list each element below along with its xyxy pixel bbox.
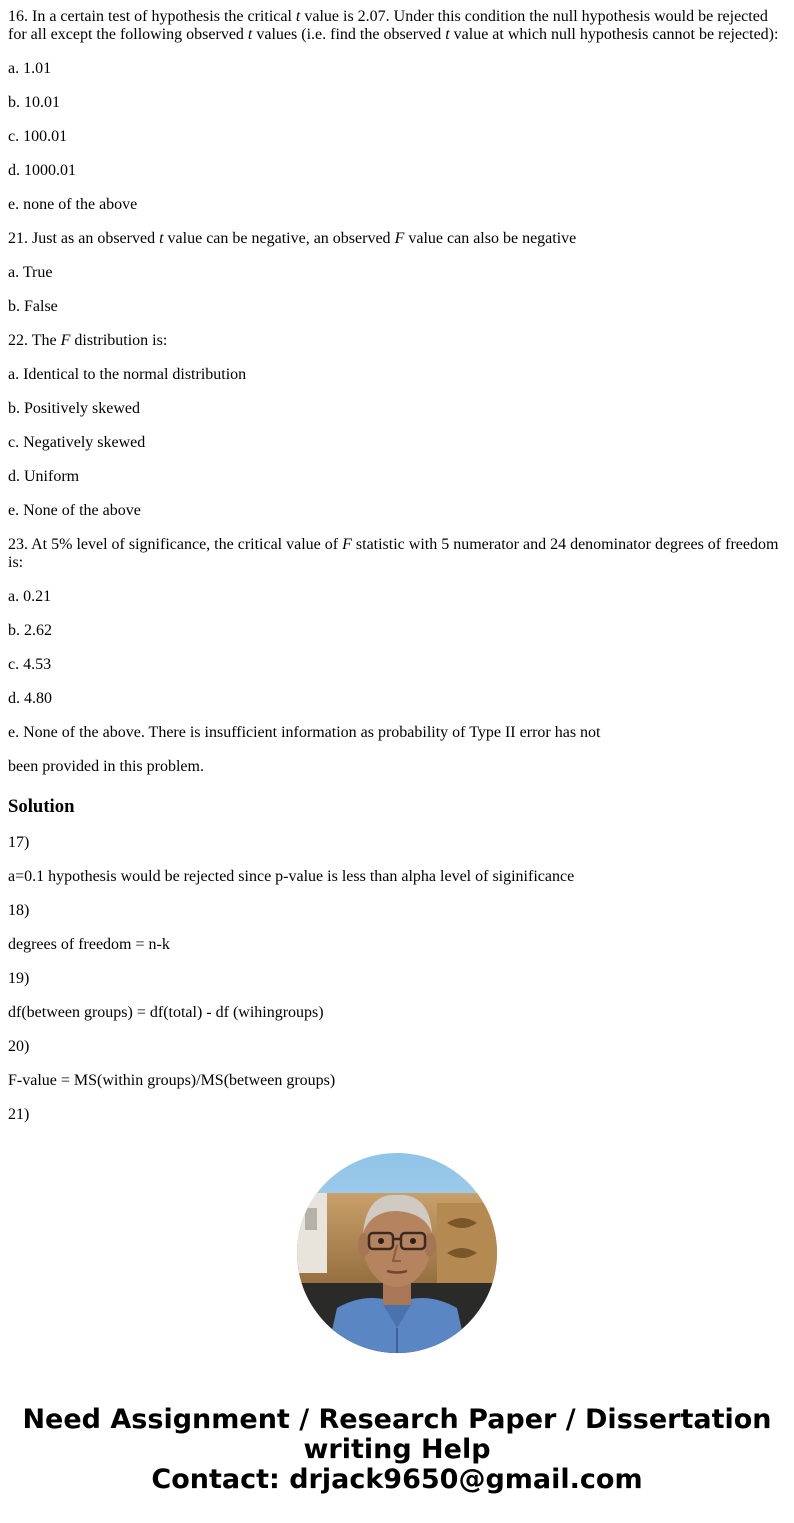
promo-contact-email: Contact: drjack9650@gmail.com: [151, 1464, 643, 1495]
question-16-option-b: b. 10.01: [8, 94, 60, 111]
question-22-option-b: b. Positively skewed: [8, 400, 140, 417]
contact-promo: [0, 1405, 794, 1495]
solution-line: a=0.1 hypothesis would be rejected since p-value is less than alpha level of siginificance: [8, 868, 575, 885]
author-avatar: [297, 1153, 497, 1353]
promo-line-2: writing Help: [303, 1434, 491, 1465]
solution-heading: Solution: [8, 796, 75, 817]
question-22-option-a: a. Identical to the normal distribution: [8, 366, 247, 383]
question-16-option-c: c. 100.01: [8, 128, 68, 145]
solution-line: 18): [8, 902, 30, 919]
question-23-option-b: b. 2.62: [8, 622, 52, 639]
question-21-option-b: b. False: [8, 298, 58, 315]
question-22-option-d: d. Uniform: [8, 468, 80, 485]
solution-line: F-value = MS(within groups)/MS(between groups): [8, 1072, 336, 1089]
solution-line: degrees of freedom = n-k: [8, 936, 170, 953]
question-23-stem: 23. At 5% level of significance, the critical value of F statistic with 5 numerator and 24 denominator degrees of freedom is:: [8, 536, 779, 571]
question-23-option-c: c. 4.53: [8, 656, 52, 673]
question-16-option-e: e. none of the above: [8, 196, 138, 213]
question-21-option-a: a. True: [8, 264, 53, 281]
solution-line: df(between groups) = df(total) - df (wihingroups): [8, 1004, 324, 1021]
question-22-option-c: c. Negatively skewed: [8, 434, 146, 451]
solution-line: 19): [8, 970, 30, 987]
question-21-stem: 21. Just as an observed t value can be negative, an observed F value can also be negative: [8, 230, 577, 247]
question-22-stem: 22. The F distribution is:: [8, 332, 168, 349]
question-16-option-d: d. 1000.01: [8, 162, 76, 179]
question-23-option-e: e. None of the above. There is insufficient information as probability of Type II error has not: [8, 724, 601, 741]
question-23-option-e-continued: been provided in this problem.: [8, 758, 204, 775]
solution-line: 20): [8, 1038, 30, 1055]
solution-line: 21): [8, 1106, 30, 1123]
author-portrait-image: [297, 1153, 497, 1353]
question-23-option-d: d. 4.80: [8, 690, 52, 707]
solution-line: 17): [8, 834, 30, 851]
promo-line-1: Need Assignment / Research Paper / Dissertation: [22, 1404, 772, 1435]
question-16-option-a: a. 1.01: [8, 60, 52, 77]
question-23-option-a: a. 0.21: [8, 588, 52, 605]
question-16-stem: 16. In a certain test of hypothesis the critical t value is 2.07. Under this condition the null hypothesis would be rejected for all except the following observed t values (i.e. find the observed t value at which null hypothesis cannot be rejected):: [8, 8, 779, 43]
question-22-option-e: e. None of the above: [8, 502, 141, 519]
